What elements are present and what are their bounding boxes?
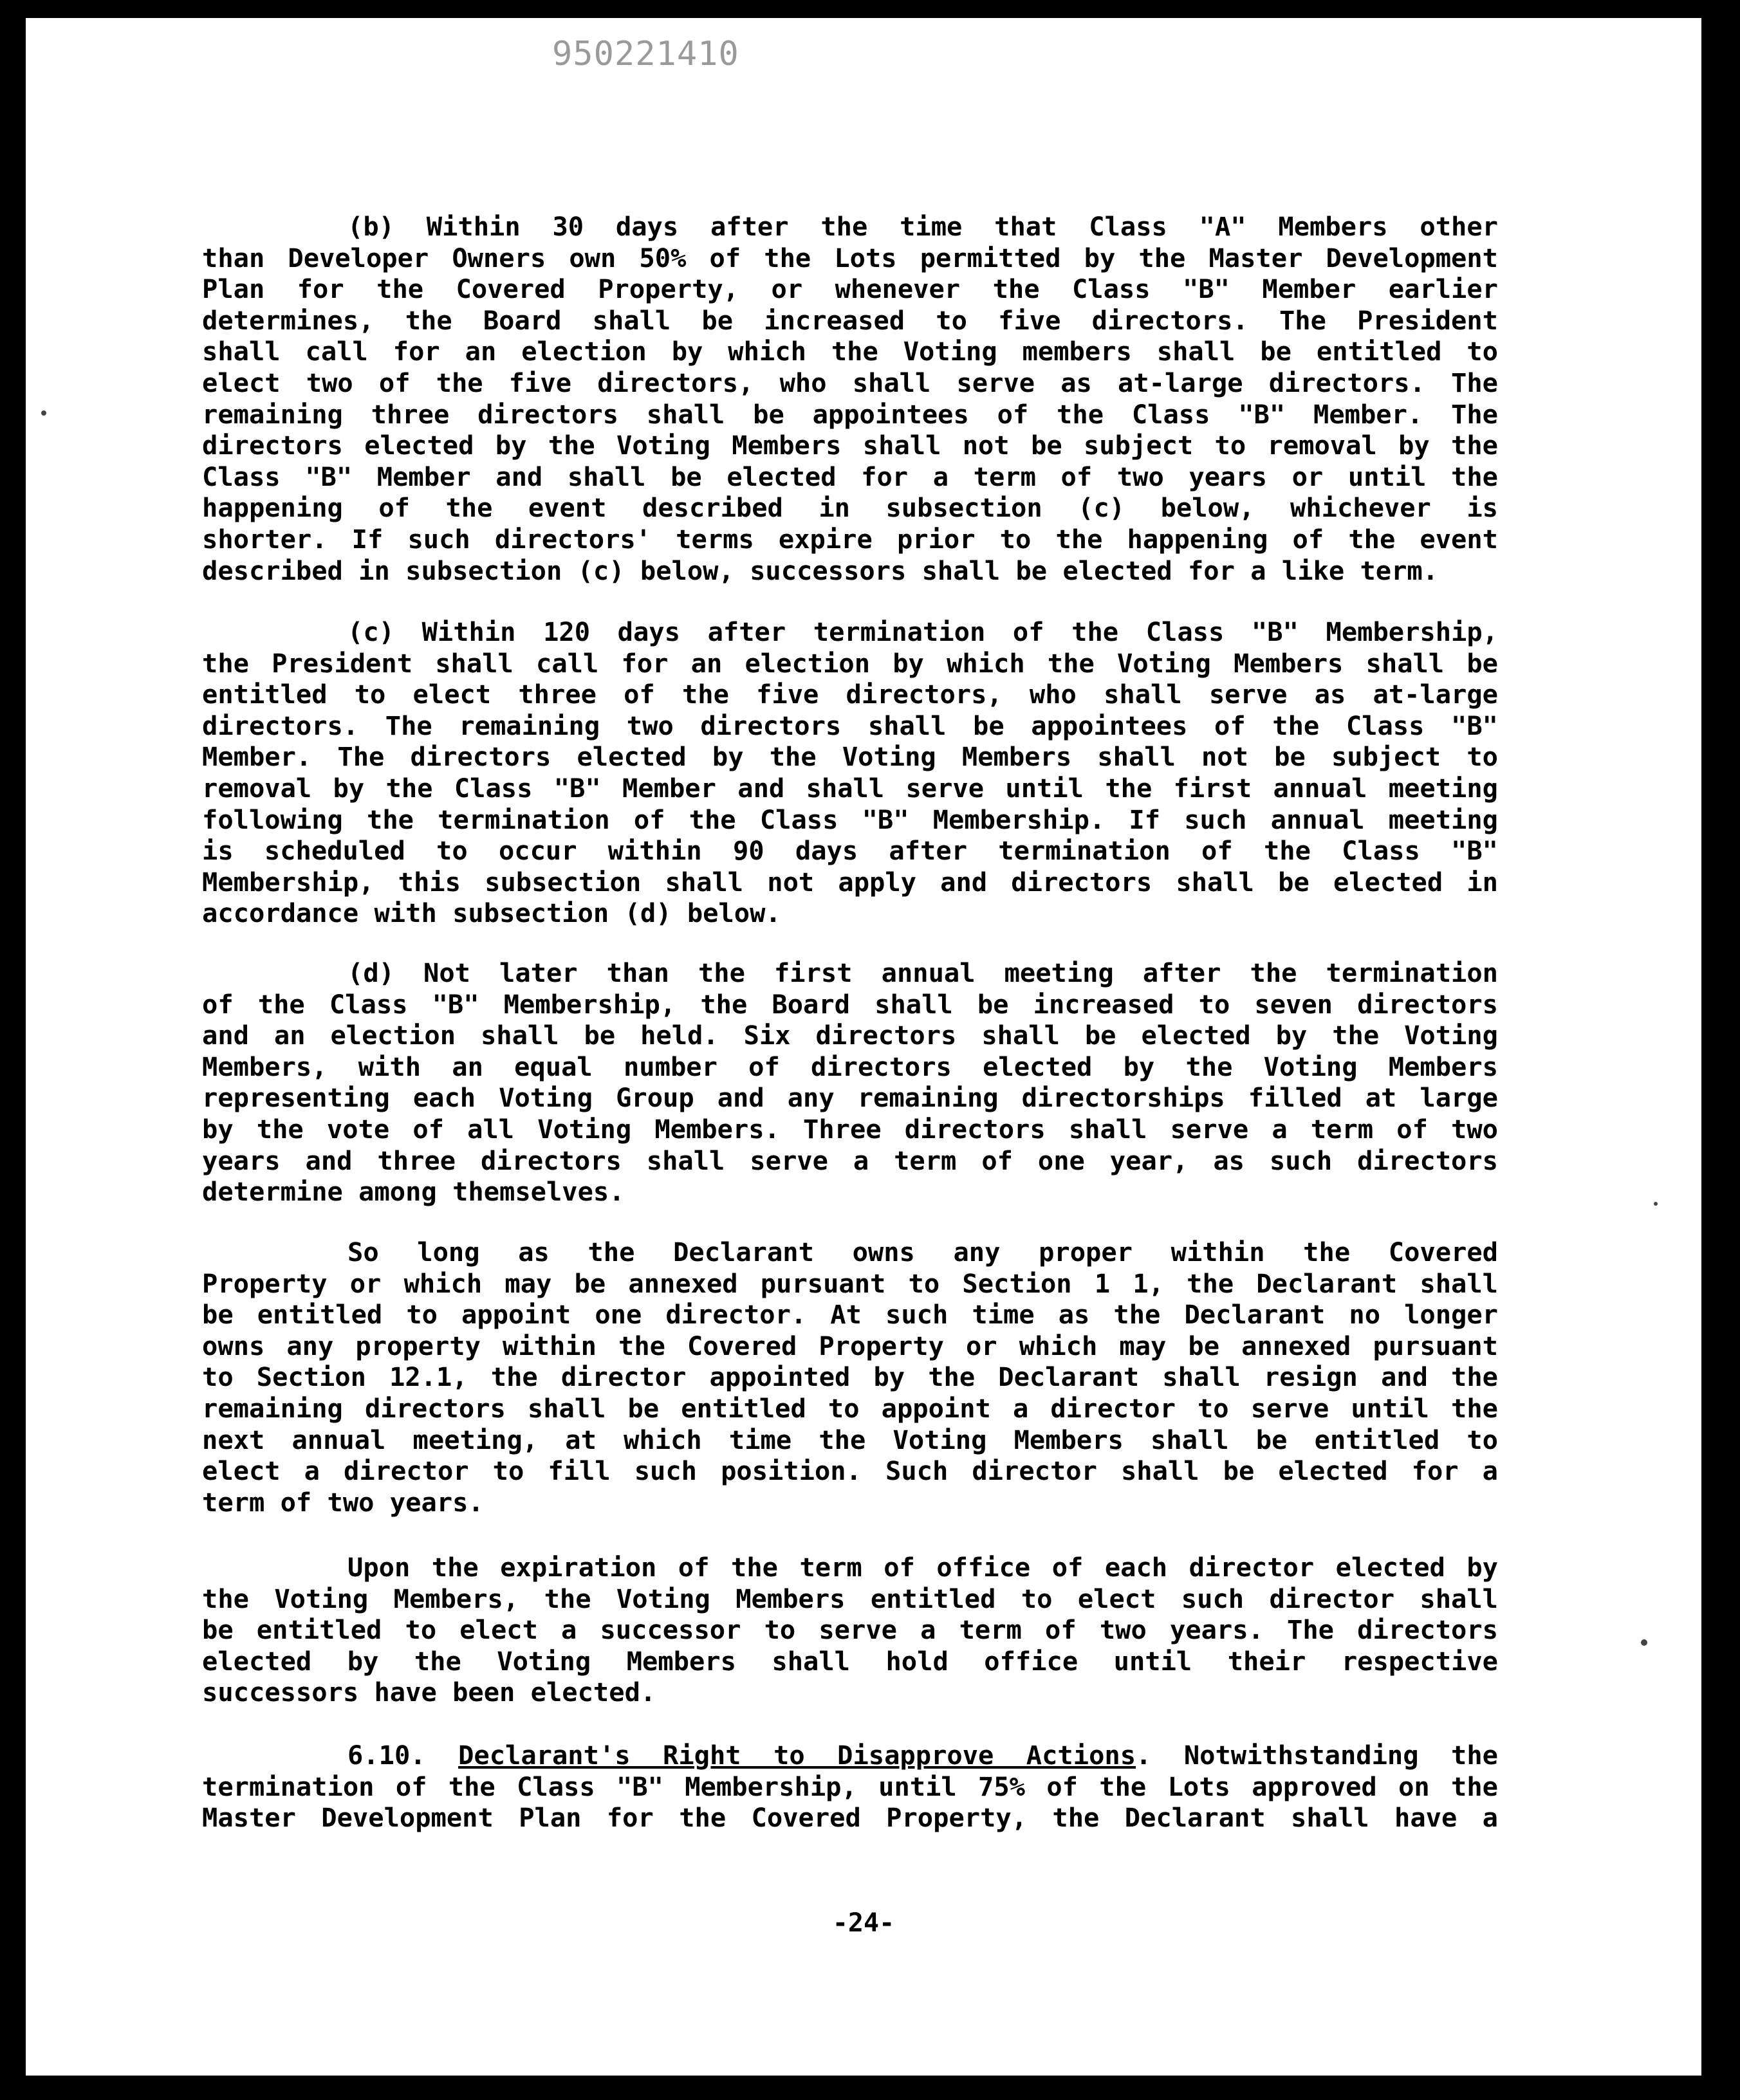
paragraph-line: remaining directors shall be entitled to appoint a director to serve until the xyxy=(202,1392,1498,1424)
paragraph-line: (c) Within 120 days after termination of the Class "B" Membership, xyxy=(347,616,1498,647)
section-heading-rest: . Notwithstanding the xyxy=(1136,1740,1498,1771)
paragraph-line: removal by the Class "B" Member and shall serve until the first annual meeting xyxy=(202,772,1498,804)
paragraph-line: Class "B" Member and shall be elected for a term of two years or until the xyxy=(202,461,1498,492)
paragraph-line: So long as the Declarant owns any proper within the Covered xyxy=(347,1237,1498,1267)
paragraph-line: (b) Within 30 days after the time that Class "A" Members other xyxy=(347,211,1498,242)
scan-speck xyxy=(41,410,46,416)
scan-speck xyxy=(1654,1202,1658,1206)
paragraph-line: Master Development Plan for the Covered Property, the Declarant shall have a xyxy=(202,1802,1498,1834)
paragraph-line: determines, the Board shall be increased to five directors. The President xyxy=(202,304,1498,336)
paragraph-line: directors. The remaining two directors shall be appointees of the Class "B" xyxy=(202,710,1498,741)
paragraph-line: elected by the Voting Members shall hold office until their respective xyxy=(202,1645,1498,1677)
paragraph-line: be entitled to appoint one director. At such time as the Declarant no longer xyxy=(202,1299,1498,1331)
paragraph-line: determine among themselves. xyxy=(202,1176,625,1208)
section-heading-line xyxy=(202,1740,1498,1771)
paragraph-term-expiration xyxy=(202,1552,1498,1708)
paragraph-d xyxy=(202,957,1498,1208)
paragraph-line: Member. The directors elected by the Voting Members shall not be subject to xyxy=(202,741,1498,773)
document-stamp-number: 950221410 xyxy=(552,35,739,73)
paragraph-line: is scheduled to occur within 90 days after termination of the Class "B" xyxy=(202,835,1498,867)
section-number: 6.10. xyxy=(347,1740,426,1771)
paragraph-line: term of two years. xyxy=(202,1486,484,1518)
paragraph-line: Members, with an equal number of directors elected by the Voting Members xyxy=(202,1051,1498,1082)
paragraph-line: the Voting Members, the Voting Members entitled to elect such director shall xyxy=(202,1583,1498,1614)
paragraph-line: of the Class "B" Membership, the Board shall be increased to seven directors xyxy=(202,988,1498,1020)
paragraph-line: the President shall call for an election by which the Voting Members shall be xyxy=(202,647,1498,679)
paragraph-line: owns any property within the Covered Property or which may be annexed pursuant xyxy=(202,1330,1498,1361)
paragraph-line: Membership, this subsection shall not apply and directors shall be elected in xyxy=(202,866,1498,898)
paragraph-line: to Section 12.1, the director appointed by the Declarant shall resign and the xyxy=(202,1361,1498,1393)
paragraph-c xyxy=(202,616,1498,929)
page-number: -24- xyxy=(832,1908,895,1938)
paragraph-line: Property or which may be annexed pursuant to Section 1 1, the Declarant shall xyxy=(202,1267,1498,1299)
scan-speck xyxy=(1641,1639,1647,1646)
paragraph-line: elect two of the five directors, who shall serve as at-large directors. The xyxy=(202,367,1498,398)
paragraph-line: than Developer Owners own 50% of the Lots permitted by the Master Development xyxy=(202,242,1498,273)
paragraph-line: representing each Voting Group and any remaining directorships filled at large xyxy=(202,1082,1498,1114)
paragraph-line: accordance with subsection (d) below. xyxy=(202,898,781,929)
paragraph-line: happening of the event described in subsection (c) below, whichever is xyxy=(202,492,1498,524)
document-page xyxy=(26,18,1701,2076)
paragraph-line: following the termination of the Class "B" Membership. If such annual meeting xyxy=(202,804,1498,835)
paragraph-line: shall call for an election by which the Voting members shall be entitled to xyxy=(202,336,1498,367)
paragraph-b xyxy=(202,211,1498,586)
paragraph-line: next annual meeting, at which time the Voting Members shall be entitled to xyxy=(202,1424,1498,1455)
paragraph-line: (d) Not later than the first annual meeting after the termination xyxy=(347,957,1498,988)
paragraph-declarant-appointment xyxy=(202,1237,1498,1518)
paragraph-line: termination of the Class "B" Membership, until 75% of the Lots approved on the xyxy=(202,1771,1498,1802)
paragraph-line: Plan for the Covered Property, or whenever the Class "B" Member earlier xyxy=(202,273,1498,305)
paragraph-line: entitled to elect three of the five directors, who shall serve as at-large xyxy=(202,679,1498,710)
paragraph-line: years and three directors shall serve a term of one year, as such directors xyxy=(202,1145,1498,1176)
section-heading: Declarant's Right to Disapprove Actions xyxy=(458,1740,1136,1771)
paragraph-line: described in subsection (c) below, successors shall be elected for a like term. xyxy=(202,555,1439,586)
paragraph-line: be entitled to elect a successor to serve a term of two years. The directors xyxy=(202,1614,1498,1646)
paragraph-line: successors have been elected. xyxy=(202,1677,656,1708)
paragraph-line: Upon the expiration of the term of office of each director elected by xyxy=(347,1552,1498,1583)
paragraph-line: remaining three directors shall be appointees of the Class "B" Member. The xyxy=(202,398,1498,430)
section-6-10 xyxy=(202,1740,1498,1834)
paragraph-line: by the vote of all Voting Members. Three directors shall serve a term of two xyxy=(202,1113,1498,1145)
paragraph-line: elect a director to fill such position. Such director shall be elected for a xyxy=(202,1455,1498,1487)
paragraph-line: and an election shall be held. Six directors shall be elected by the Voting xyxy=(202,1020,1498,1051)
paragraph-line: directors elected by the Voting Members shall not be subject to removal by the xyxy=(202,430,1498,461)
paragraph-line: shorter. If such directors' terms expire prior to the happening of the event xyxy=(202,523,1498,555)
